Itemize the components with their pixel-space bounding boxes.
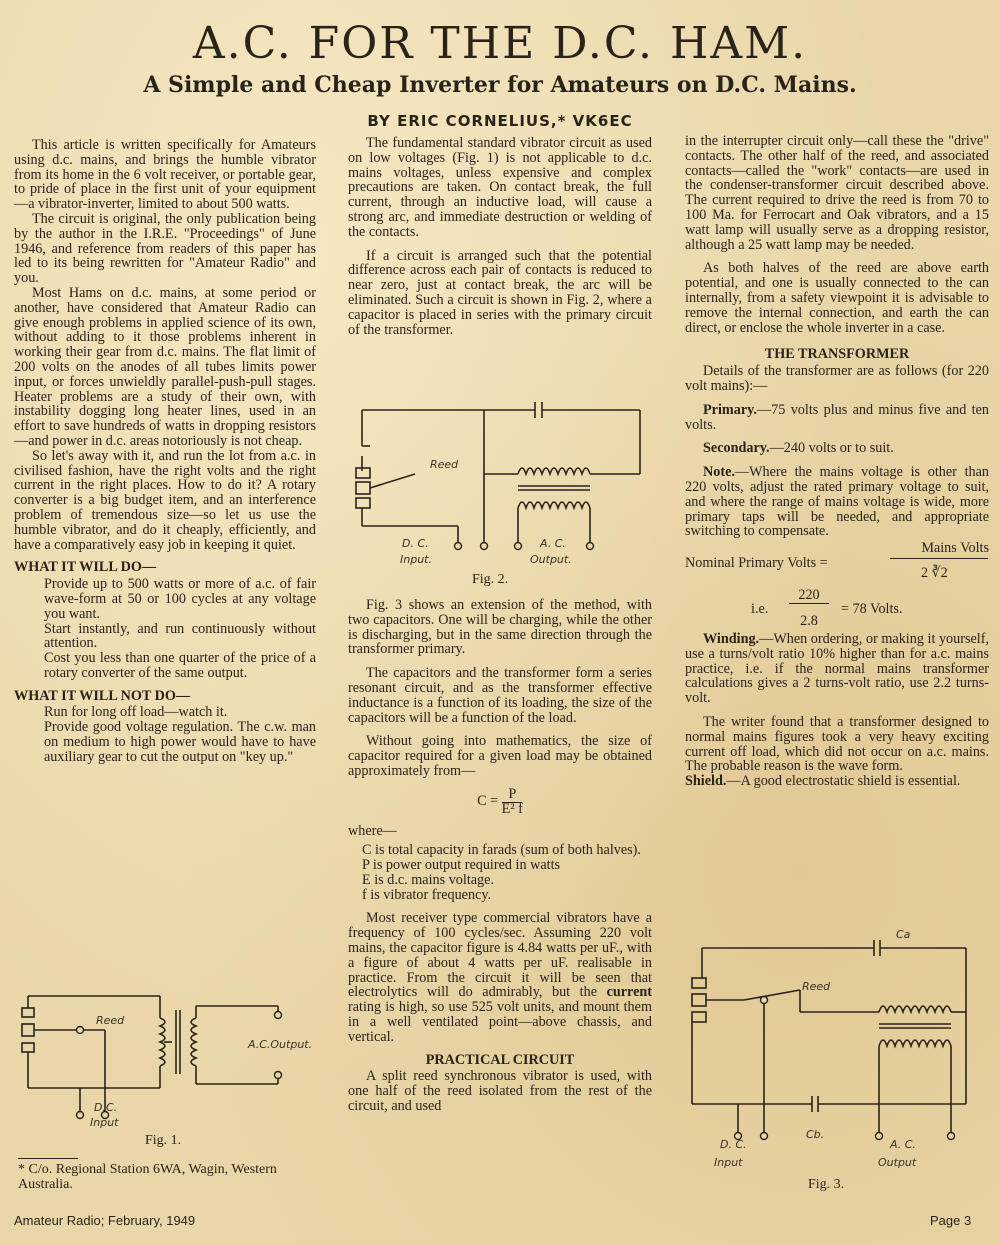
paragraph: in the interrupter circuit only—call these the "drive" contacts. The other half of the reed, and associated contacts—called the "work" contacts—are used in the condenser-transformer circuit described above. The current required to drive the reed is from 70 to 100 Ma. for Ferrocart and Oak vibrators, and a 15 watt lamp will usually serve as a dropping resistor, although a 25 watt lamp may be needed. — [685, 133, 989, 253]
winding: Winding.—When ordering, or making it yourself, use a turns/volt ratio 10% higher than for a.c. mains practice, i.e. if the normal mains transformer calculations gives a 2 turns-volt ratio, use 2.2 turns-volt. — [685, 630, 989, 707]
paragraph: The capacitors and the transformer form a series resonant circuit, and as the transformer effective inductance is a function of its loading, the size of the capacitors will be a function of the load. — [348, 665, 652, 726]
paragraph: As both halves of the reed are above earth potential, and one is usually connected to the can internally, from a safety viewpoint it is advisable to remove the internal connection, and earth the can direct, or enclose the whole inverter in a case. — [685, 260, 989, 336]
contact-middle — [22, 1024, 34, 1036]
note: Note.—Where the mains voltage is other than 220 volts, adjust the rated primary voltage to suit, and where the range of mains voltage is wide, more primary taps will be needed, and appropriate switching to compensate. — [685, 464, 989, 540]
figure-1-schematic — [10, 988, 330, 1136]
footnote: * C/o. Regional Station 6WA, Wagin, Western Australia. — [18, 1162, 277, 1192]
list-item: Provide up to 500 watts or more of a.c. of fair wave-form at 50 or 100 cycles at any voltage you want. — [44, 576, 316, 622]
footer-publication: Amateur Radio; February, 1949 — [14, 1213, 196, 1228]
list-item: Start instantly, and run continuously without attention. — [44, 620, 316, 652]
input-label: Input — [90, 1116, 119, 1129]
capacitor-ca-label: Ca — [896, 928, 911, 941]
paragraph: The fundamental standard vibrator circuit as used on low voltages (Fig. 1) is not applicable to d.c. mains voltages, unless expensive and complex precautions are taken. On contact break, the full current, through an inductive load, will cause a strong arc, and immediate destruction or welding of the contacts. — [348, 135, 652, 240]
dc-label: D. C. — [720, 1138, 747, 1151]
reed-label: Reed — [96, 1014, 125, 1027]
column-2-bottom — [348, 598, 652, 1114]
list-item: Run for long off load—watch it. — [44, 704, 228, 721]
figure-2-schematic — [350, 396, 655, 571]
nominal-voltage-formula: Mains Volts Nominal Primary Volts = 2 ∛2 — [685, 540, 989, 581]
paragraph: If a circuit is arranged such that the potential difference across each pair of contacts is reduced to near zero, just at contact break, the arc will be eliminated. Such a circuit is shown in Fig. 2, where a capacitor is placed in series with the primary circuit of the transformer. — [348, 247, 652, 338]
where-label: where— — [348, 823, 397, 840]
section-heading-practical-circuit: PRACTICAL CIRCUIT — [425, 1051, 575, 1068]
will-do-list — [14, 577, 316, 681]
list-item: E is d.c. mains voltage. — [362, 871, 494, 888]
secondary-spec: Secondary.—240 volts or to suit. — [703, 440, 894, 457]
paragraph: A split reed synchronous vibrator is used, with one half of the reed isolated from the rest of the circuit, and used — [348, 1068, 652, 1114]
column-3 — [685, 134, 989, 789]
byline: BY ERIC CORNELIUS,* VK6EC — [367, 112, 633, 130]
article-subtitle: A Simple and Cheap Inverter for Amateurs on D.C. Mains. — [143, 72, 857, 98]
paragraph: This article is written specifically for Amateurs using d.c. mains, and brings the humble vibrator from its home in the 6 volt receiver, or portable gear, to pride of place in the first unit of your equipment—a vibrator-inverter, limited to about 500 watts. — [14, 137, 316, 213]
paragraph: Without going into mathematics, the size of capacitor required for a given load may be obtained approximately from— — [348, 733, 652, 779]
figure-3-caption: Fig. 3. — [808, 1177, 845, 1192]
paragraph: Most receiver type commercial vibrators have a frequency of 100 cycles/sec. Assuming 220 volt mains, the capacitor figure is 4.84 watts per uF., with a figure of about 4 watts per uF. realisable in practice. From the circuit it will be seen that electrolytics will do admirably, but the current rating is high, so use 525 volt units, and mount them in a well ventilated point—above chassis, and vertical. — [348, 910, 652, 1045]
example-calculation: i.e. 220 2.8 = 78 Volts. — [751, 586, 903, 629]
figure-3-schematic — [684, 926, 989, 1176]
paragraph: Details of the transformer are as follows (for 220 volt mains):— — [685, 363, 989, 394]
footer-page-number: Page 3 — [930, 1213, 972, 1228]
list-item: Provide good voltage regulation. The c.w. man on medium to high power would have to have auxiliary gear to cut the output on "key up." — [44, 719, 316, 765]
paragraph: Fig. 3 shows an extension of the method, with two capacitors. One will be charging, while the other is discharging, but in the same direction through the transformer primary. — [348, 597, 652, 658]
will-not-do-list — [14, 705, 316, 764]
column-1 — [14, 138, 316, 765]
section-heading-will-do: WHAT IT WILL DO— — [14, 559, 157, 576]
column-2-top — [348, 136, 652, 337]
reed-label: Reed — [802, 980, 831, 993]
paragraph: The writer found that a transformer designed to normal mains figures took a very heavy exciting current off load, which did not occur on a.c. mains. The probable reason is the wave form. — [685, 713, 989, 775]
paragraph: The circuit is original, the only publication being by the author in the I.R.E. "Proceedings" of June 1946, and reference from readers of this paper has led to its being rewritten for "Amateur Radio" and you. — [14, 210, 316, 287]
formula-numerator: P — [502, 786, 522, 803]
formula-denominator: E² f — [501, 800, 523, 817]
list-item: f is vibrator frequency. — [362, 886, 492, 903]
shield: Shield.—A good electrostatic shield is essential. — [685, 773, 961, 790]
capacitance-formula: $C = \frac{P}{\text{E² f}}$ — [477, 785, 523, 817]
ac-output-label: A.C.Output. — [248, 1038, 313, 1051]
where-list — [348, 843, 652, 902]
contact-top — [22, 1008, 34, 1017]
dc-label: D. C. — [402, 537, 429, 550]
section-heading-transformer: THE TRANSFORMER — [764, 346, 910, 363]
contact-bottom — [22, 1043, 34, 1052]
output-label: Output — [878, 1156, 917, 1169]
figure-1-caption: Fig. 1. — [145, 1133, 182, 1148]
input-label: Input. — [400, 553, 432, 566]
article-title: A.C. FOR THE D.C. HAM. — [192, 18, 808, 69]
ac-label: A. C. — [540, 537, 566, 550]
paragraph: So let's away with it, and run the lot from a.c. in civilised fashion, have the right volts and the right current in the right places. How to do it? A rotary converter is a big budget item, and an interference problem of tremendous size—so let us use the humble vibrator, and do it cheaply, efficiently, and have a comparatively easy job in keeping it quiet. — [14, 447, 316, 553]
ac-label: A. C. — [890, 1138, 916, 1151]
capacitor-cb-label: Cb. — [806, 1128, 825, 1141]
primary-spec: Primary.—75 volts plus and minus five and ten volts. — [685, 401, 989, 433]
figure-2-caption: Fig. 2. — [472, 572, 509, 587]
list-item: Cost you less than one quarter of the price of a rotary converter of the same output. — [44, 650, 316, 681]
footnote-rule — [18, 1158, 78, 1159]
list-item: C is total capacity in farads (sum of both halves). — [362, 842, 641, 859]
list-item: P is power output required in watts — [362, 856, 561, 873]
section-heading-will-not-do: WHAT IT WILL NOT DO— — [14, 687, 191, 704]
reed-label: Reed — [430, 458, 459, 471]
paragraph: Most Hams on d.c. mains, at some period or another, have considered that Amateur Radio can give enough problems in applied science of its own, without adding to it those problems inherent in working their gear from d.c. mains. The flat limit of 200 volts on the anodes of all tubes limits power input, or forces unwieldly parallel-push-pull stages. Heater problems are a study of their own, with instability dogging long heater lines, used in an effort to save hundreds of watts in dropping resistors—and power in d.c. areas notoriously is not cheap. — [14, 284, 316, 449]
input-label: Input — [714, 1156, 743, 1169]
dc-label: D.C. — [94, 1101, 118, 1114]
output-label: Output. — [530, 553, 572, 566]
